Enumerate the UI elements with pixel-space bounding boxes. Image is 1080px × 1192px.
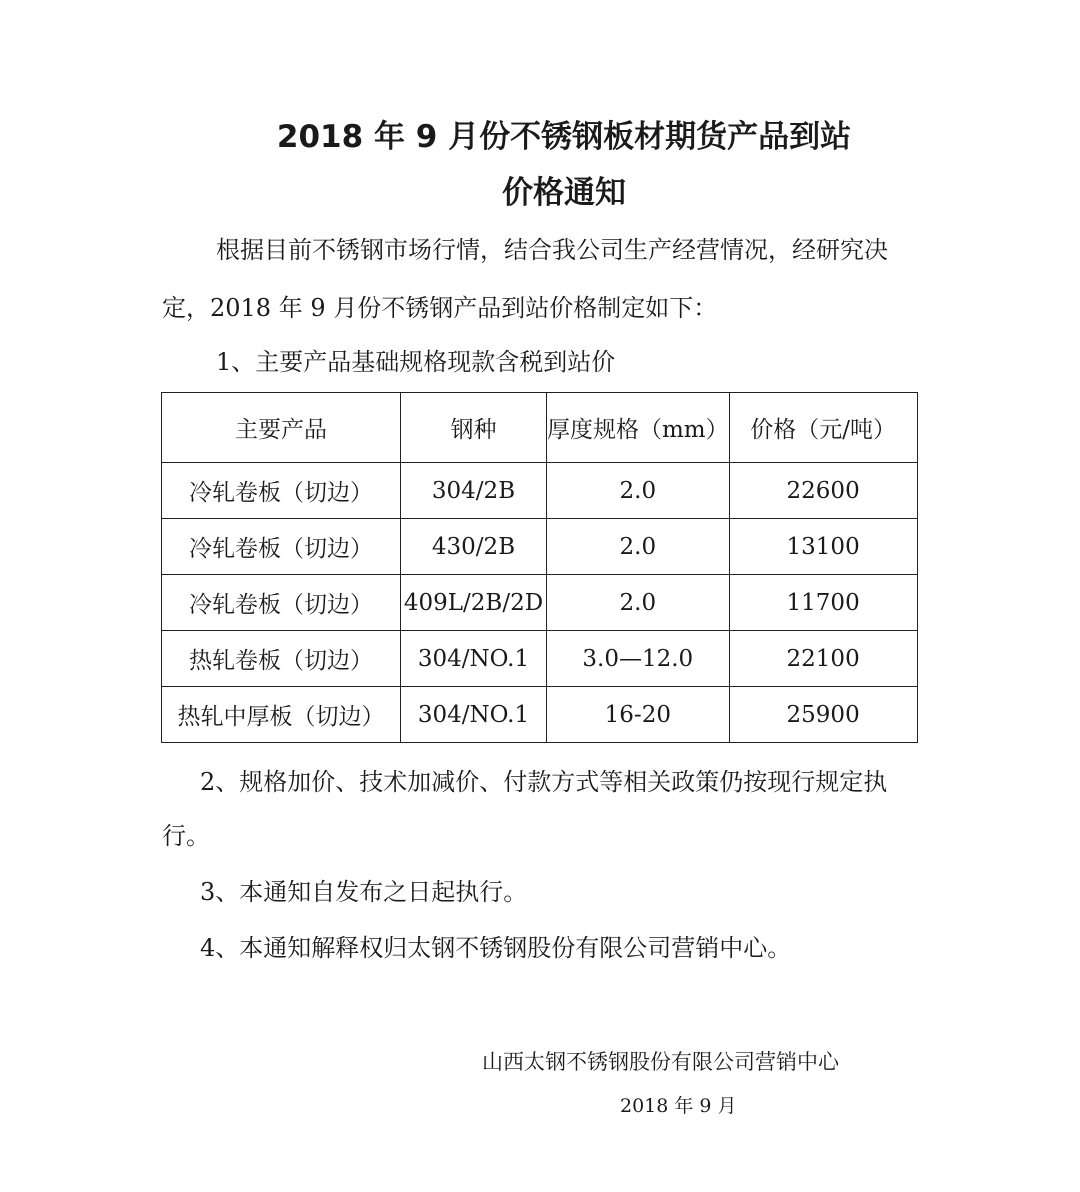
- header-steel-grade: 钢种: [401, 393, 547, 463]
- table-row: [162, 519, 918, 575]
- header-price: 价格（元/吨）: [729, 393, 917, 463]
- cell-thickness: 2.0: [547, 463, 730, 519]
- header-thickness: 厚度规格（mm）: [547, 393, 730, 463]
- item-2-line2: 行。: [162, 822, 210, 850]
- table-row: [162, 687, 918, 743]
- intro-paragraph-line1: 根据目前不锈钢市场行情，结合我公司生产经营情况，经研究决: [216, 236, 888, 264]
- cell-price: 25900: [729, 687, 917, 743]
- signature-date: 2018 年 9 月: [620, 1095, 737, 1117]
- cell-thickness: 2.0: [547, 519, 730, 575]
- cell-product: 冷轧卷板（切边）: [162, 519, 401, 575]
- item-2-line1: 2、规格加价、技术加减价、付款方式等相关政策仍按现行规定执: [200, 768, 888, 796]
- cell-steel-grade: 304/NO.1: [401, 631, 547, 687]
- table-row: [162, 631, 918, 687]
- cell-thickness: 3.0—12.0: [547, 631, 730, 687]
- table-row: [162, 463, 918, 519]
- cell-price: 13100: [729, 519, 917, 575]
- item-1-heading: 1、主要产品基础规格现款含税到站价: [216, 348, 616, 376]
- cell-thickness: 2.0: [547, 575, 730, 631]
- price-table-header-row: [162, 393, 918, 463]
- table-row: [162, 575, 918, 631]
- cell-price: 22600: [729, 463, 917, 519]
- header-product: 主要产品: [162, 393, 401, 463]
- cell-price: 22100: [729, 631, 917, 687]
- cell-product: 热轧卷板（切边）: [162, 631, 401, 687]
- notice-title-line2: 价格通知: [502, 175, 626, 211]
- cell-product: 冷轧卷板（切边）: [162, 575, 401, 631]
- cell-steel-grade: 430/2B: [401, 519, 547, 575]
- notice-title-line1: 2018 年 9 月份不锈钢板材期货产品到站: [276, 119, 852, 155]
- item-3: 3、本通知自发布之日起执行。: [200, 878, 528, 906]
- cell-price: 11700: [729, 575, 917, 631]
- item-4: 4、本通知解释权归太钢不锈钢股份有限公司营销中心。: [200, 934, 792, 962]
- cell-product: 热轧中厚板（切边）: [162, 687, 401, 743]
- cell-steel-grade: 304/NO.1: [401, 687, 547, 743]
- intro-paragraph-line2: 定，2018 年 9 月份不锈钢产品到站价格制定如下：: [162, 294, 718, 322]
- cell-steel-grade: 304/2B: [401, 463, 547, 519]
- signature-organization: 山西太钢不锈钢股份有限公司营销中心: [482, 1050, 839, 1074]
- cell-steel-grade: 409L/2B/2D: [401, 575, 547, 631]
- cell-product: 冷轧卷板（切边）: [162, 463, 401, 519]
- price-table: [161, 392, 918, 743]
- cell-thickness: 16-20: [547, 687, 730, 743]
